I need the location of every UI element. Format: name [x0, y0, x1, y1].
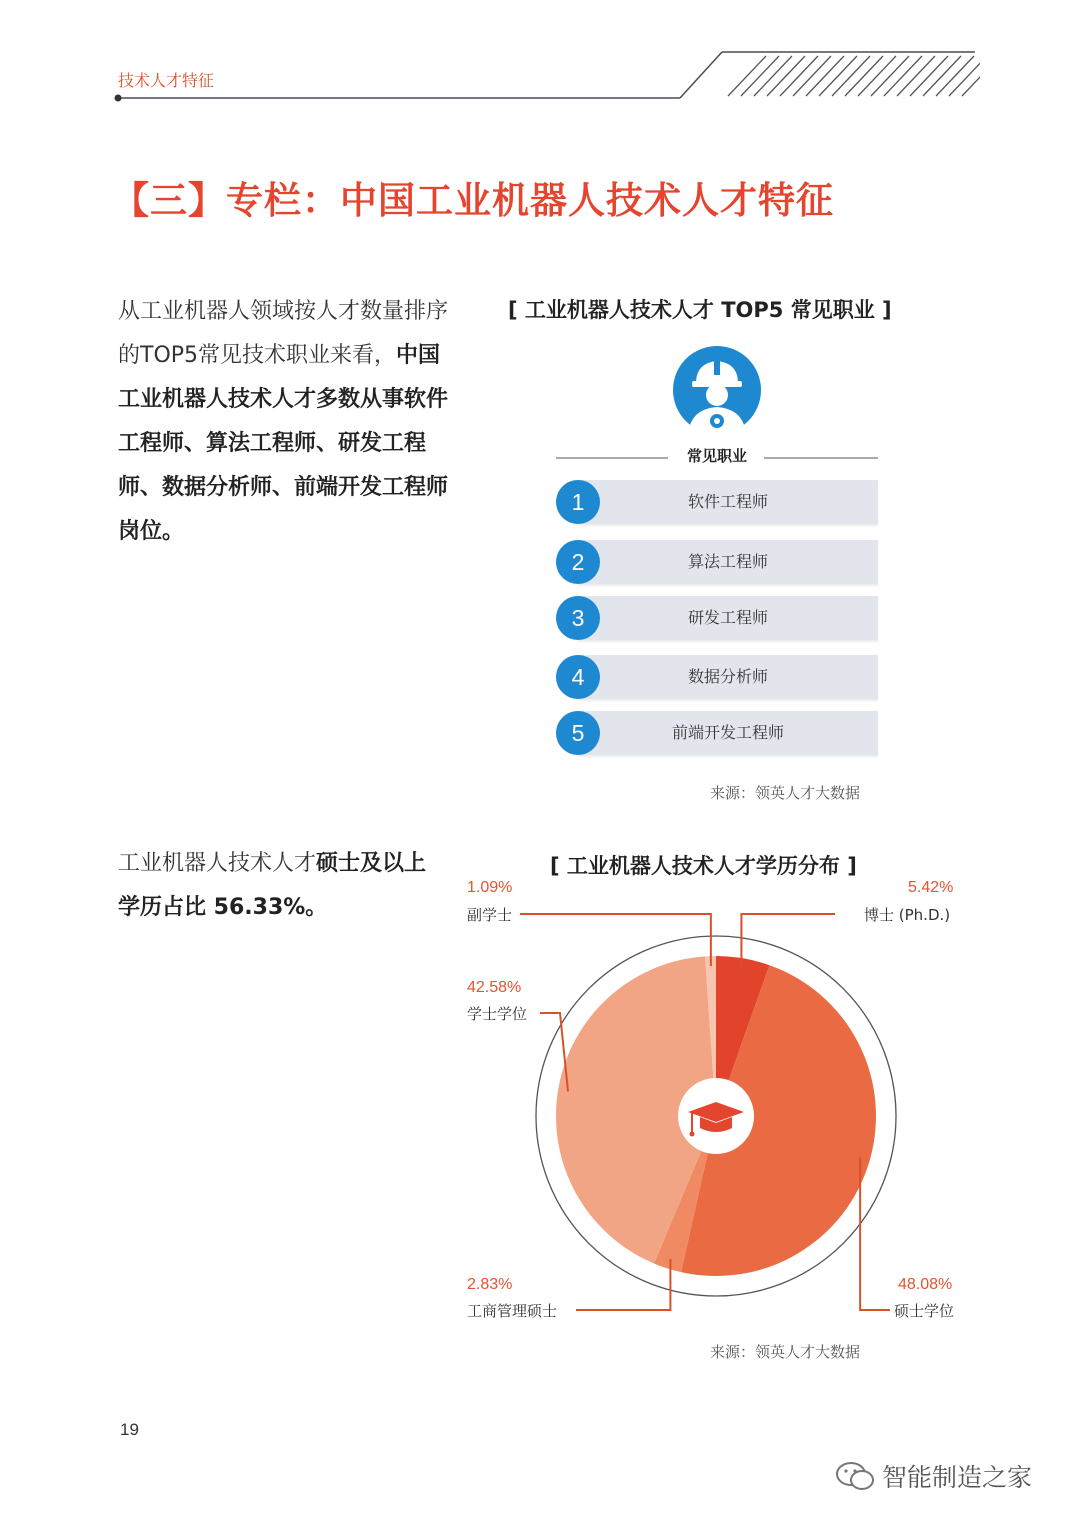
occupation-item	[556, 540, 878, 584]
header-decoration	[110, 48, 980, 108]
page-title: 【三】专栏：中国工业机器人技术人才特征	[112, 179, 834, 222]
occupation-rank: 5	[556, 711, 600, 755]
leader-line	[576, 1259, 670, 1310]
occupation-rank: 1	[556, 480, 600, 524]
slice-category-label: 硕士学位	[894, 1302, 955, 1320]
wechat-icon	[834, 1459, 878, 1493]
intro-bold-text: 中国工业机器人技术人才多数从事软件工程师、算法工程师、研发工程师、数据分析师、前端开发工程师岗位。	[118, 343, 449, 544]
leader-line	[741, 914, 835, 968]
occupations-title: [ 工业机器人技术人才 TOP5 常见职业 ]	[508, 298, 892, 322]
occupation-item	[556, 480, 878, 524]
section-header: 技术人才特征	[118, 71, 215, 90]
slice-value-label: 5.42%	[908, 879, 954, 896]
slice-value-label: 42.58%	[467, 979, 522, 996]
occupation-rank: 4	[556, 655, 600, 699]
occupation-item	[556, 711, 878, 755]
hatch-line	[962, 56, 980, 96]
engineer-gear-icon	[672, 345, 762, 435]
education-text: 工业机器人技术人才	[118, 851, 317, 876]
slice-value-label: 2.83%	[467, 1276, 513, 1293]
page-number: 19	[120, 1420, 139, 1439]
occupation-label: 软件工程师	[687, 492, 768, 511]
watermark	[834, 1458, 1032, 1494]
education-bold-text: 硕士及以上学历占比 56.33%。	[118, 851, 427, 920]
occupation-item	[556, 655, 878, 699]
slice-value-label: 48.08%	[898, 1276, 953, 1293]
slice-category-label: 学士学位	[467, 1005, 528, 1023]
slice-value-label: 1.09%	[467, 879, 513, 896]
education-paragraph	[118, 842, 448, 930]
occupation-label: 数据分析师	[687, 667, 768, 686]
occupation-item	[556, 596, 878, 640]
education-source: 来源：领英人才大数据	[710, 1343, 861, 1361]
slice-category-label: 副学士	[467, 906, 513, 924]
slice-category-label: 博士 (Ph.D.)	[864, 906, 951, 924]
education-pie-chart	[460, 880, 980, 1340]
occupations-source: 来源：领英人才大数据	[710, 784, 861, 802]
slice-category-label: 工商管理硕士	[467, 1302, 558, 1320]
occupation-rank: 2	[556, 540, 600, 584]
occupation-label: 研发工程师	[687, 608, 768, 627]
occupations-header: 常见职业	[686, 447, 747, 465]
watermark-text: 智能制造之家	[882, 1463, 1033, 1492]
occupation-label: 算法工程师	[687, 552, 768, 571]
leader-line	[520, 914, 711, 966]
occupation-label: 前端开发工程师	[671, 723, 784, 742]
education-title: [ 工业机器人技术人才学历分布 ]	[550, 854, 857, 878]
leader-line	[860, 1157, 890, 1310]
intro-text: 从工业机器人领域按人才数量排序的TOP5常见技术职业来看，	[118, 299, 449, 368]
occupation-rank: 3	[556, 596, 600, 640]
intro-paragraph	[118, 290, 448, 554]
hatch-line	[949, 56, 980, 96]
